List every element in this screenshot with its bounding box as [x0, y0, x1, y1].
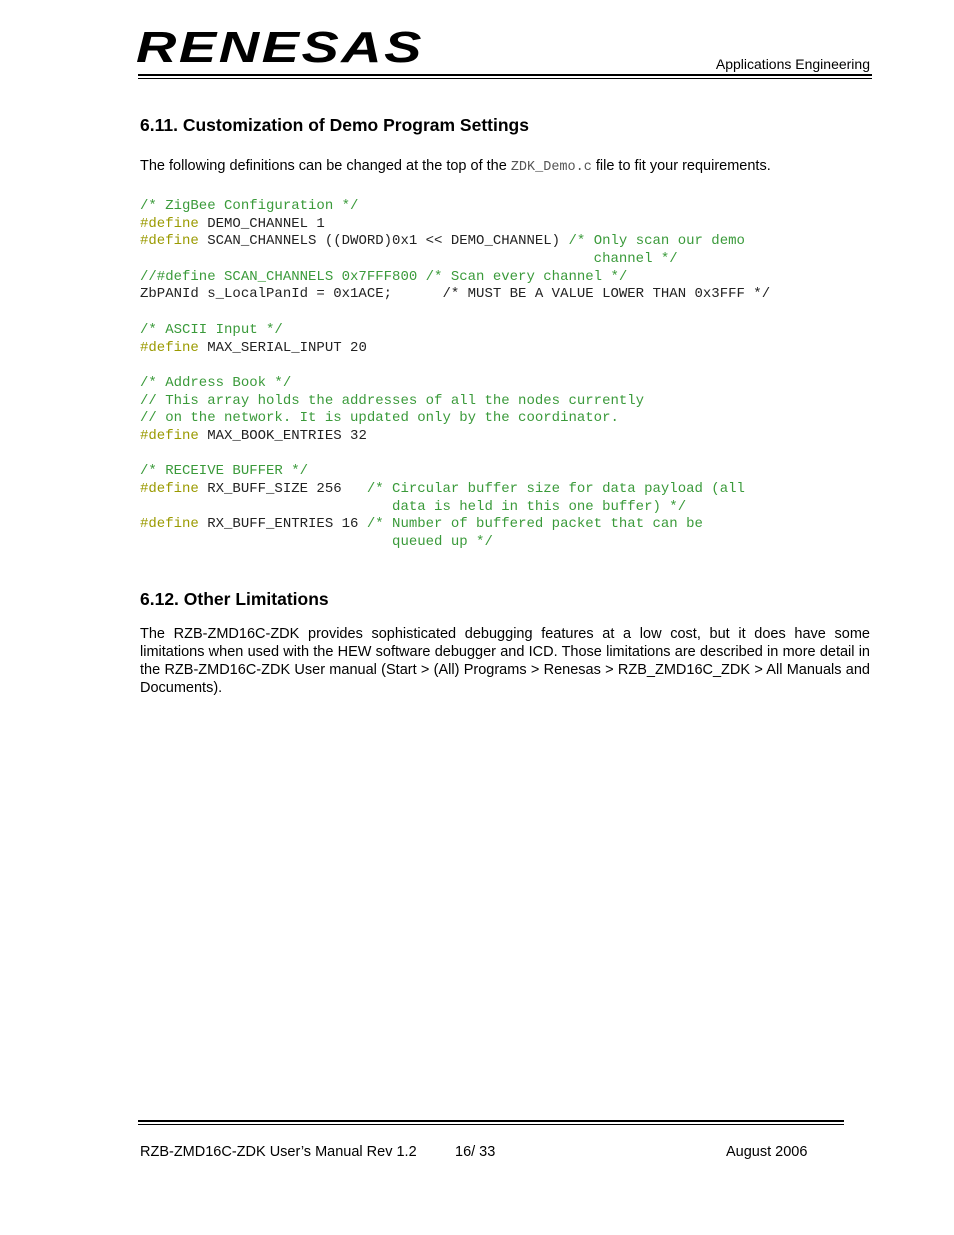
code-line: [140, 534, 770, 552]
department-label: Applications Engineering: [715, 56, 870, 72]
code-line: [140, 375, 770, 393]
header-rule: [138, 74, 872, 76]
intro-filename: ZDK_Demo.c: [510, 160, 592, 175]
code-token: MAX_SERIAL_INPUT 20: [198, 339, 367, 356]
code-line: [140, 463, 770, 481]
code-token: #define: [140, 215, 199, 232]
code-token: /* Address Book */: [140, 374, 292, 391]
code-line: [140, 340, 770, 358]
code-line: [140, 304, 770, 322]
footer-title: RZB-ZMD16C-ZDK User’s Manual Rev 1.2: [140, 1144, 417, 1160]
section-611-intro: [140, 158, 771, 175]
code-line: [140, 322, 770, 340]
logo-text: RENESAS: [136, 23, 424, 72]
code-token: MAX_BOOK_ENTRIES 32: [198, 427, 367, 444]
footer-rule-thin: [138, 1124, 844, 1125]
code-token: // This array holds the addresses of all the nodes currently: [140, 392, 645, 409]
header-rule-thin: [138, 78, 872, 79]
code-line: [140, 357, 770, 375]
code-token: #define: [140, 339, 199, 356]
code-line: [140, 481, 770, 499]
code-line: [140, 499, 770, 517]
code-line: [140, 286, 770, 304]
code-token: #define: [140, 516, 199, 533]
intro-text-after: file to fit your requirements.: [591, 158, 771, 174]
code-line: [140, 410, 770, 428]
code-token: RX_BUFF_SIZE 256: [198, 481, 367, 497]
code-token: ZbPANId s_LocalPanId = 0x1ACE; /* MUST BE A VALUE LOWER THAN 0x3FFF */: [140, 286, 771, 303]
section-612-paragraph: The RZB-ZMD16C-ZDK provides sophisticated debugging features at a low cost, but it does have some limitations when used with the HEW software debugger and ICD. Those limitations are described in more detail in the RZB-ZMD16C-ZDK User manual (Start > (All) Programs > Renesas > RZB_ZMD16C_ZDK > All Manuals and Documents).: [140, 626, 870, 696]
code-token: /* RECEIVE BUFFER */: [140, 463, 309, 480]
code-line: [140, 269, 770, 287]
code-token: queued up */: [140, 534, 493, 551]
code-line: [140, 198, 770, 216]
code-token: /* Only scan our demo: [568, 233, 745, 250]
code-token: DEMO_CHANNEL 1: [198, 215, 325, 232]
code-token: #define: [140, 427, 199, 444]
intro-text-before: The following definitions can be changed at the top of the: [140, 158, 511, 174]
code-token: /* ASCII Input */: [140, 321, 283, 338]
renesas-logo: [136, 22, 426, 72]
code-line: [140, 446, 770, 464]
code-listing: [140, 198, 770, 552]
footer-page-number: 16/ 33: [455, 1144, 496, 1160]
code-line: [140, 428, 770, 446]
code-token: /* Number of buffered packet that can be: [366, 516, 703, 533]
section-612-heading: 6.12. Other Limitations: [140, 589, 329, 609]
code-token: /* ZigBee Configuration */: [140, 198, 359, 214]
code-line: [140, 393, 770, 411]
code-token: #define: [140, 233, 199, 250]
code-token: SCAN_CHANNELS ((DWORD)0x1 << DEMO_CHANNEL): [198, 233, 569, 250]
code-token: channel */: [140, 251, 678, 268]
code-line: [140, 251, 770, 269]
code-line: [140, 516, 770, 534]
code-token: /* Circular buffer size for data payload (all: [366, 481, 745, 497]
code-token: #define: [140, 481, 199, 497]
code-token: //#define SCAN_CHANNELS 0x7FFF800 /* Scan every channel */: [140, 268, 628, 285]
footer-rule: [138, 1120, 844, 1122]
code-token: RX_BUFF_ENTRIES 16: [198, 516, 367, 533]
code-line: [140, 233, 770, 251]
section-611-heading: 6.11. Customization of Demo Program Settings: [140, 115, 529, 135]
footer-date: August 2006: [726, 1144, 808, 1160]
code-line: [140, 216, 770, 234]
code-token: // on the network. It is updated only by the coordinator.: [140, 410, 619, 427]
code-token: data is held in this one buffer) */: [140, 498, 687, 515]
